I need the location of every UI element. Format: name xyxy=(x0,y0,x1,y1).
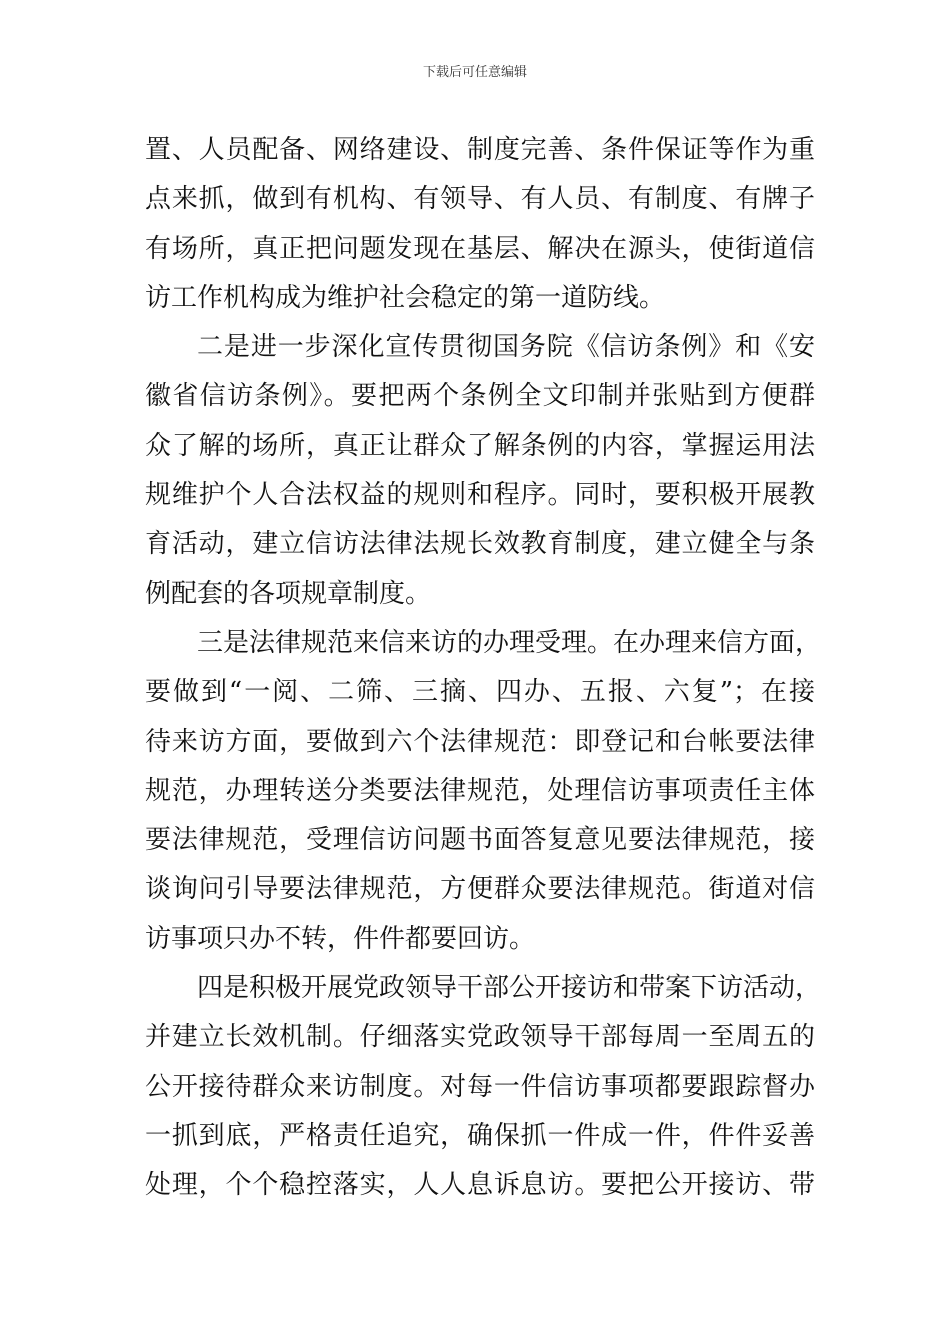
text-line: 置、人员配备、网络建设、制度完善、条件保证等作为重 xyxy=(145,135,815,165)
paragraph-4 xyxy=(145,964,822,1210)
text-line: 规范，办理转送分类要法律规范，处理信访事项责任主体 xyxy=(145,775,815,806)
text-line: 三是法律规范来信来访的办理受理。在办理来信方面， xyxy=(197,627,822,658)
paragraph-1 xyxy=(145,126,815,323)
paragraph-2 xyxy=(145,323,815,619)
text-line: 待来访方面，要做到六个法律规范：即登记和台帐要法律 xyxy=(145,726,815,757)
text-line: 二是进一步深化宣传贯彻国务院《信访条例》和《安 xyxy=(197,332,815,363)
text-line: 有场所，真正把问题发现在基层、解决在源头，使街道信 xyxy=(145,233,815,264)
text-line: 并建立长效机制。仔细落实党政领导干部每周一至周五的 xyxy=(145,1022,815,1053)
text-line: 公开接待群众来访制度。对每一件信访事项都要跟踪督办 xyxy=(145,1071,815,1102)
text-line: 例配套的各项规章制度。 xyxy=(145,578,432,609)
text-line: 育活动，建立信访法律法规长效教育制度，建立健全与条 xyxy=(145,529,815,560)
text-line: 众了解的场所，真正让群众了解条例的内容，掌握运用法 xyxy=(145,430,815,461)
text-line: 访事项只办不转，件件都要回访。 xyxy=(145,923,536,954)
text-line: 访工作机构成为维护社会稳定的第一道防线。 xyxy=(145,282,666,313)
page-header: 下载后可任意编辑 xyxy=(422,65,527,80)
text-line: 点来抓，做到有机构、有领导、有人员、有制度、有牌子 xyxy=(145,184,815,215)
text-line: 四是积极开展党政领导干部公开接访和带案下访活动， xyxy=(197,973,822,1004)
document-body xyxy=(145,126,822,1211)
text-line: 要做到“一阅、二筛、三摘、四办、五报、六复”；在接 xyxy=(145,677,815,708)
text-line: 要法律规范，受理信访问题书面答复意见要法律规范，接 xyxy=(145,825,815,856)
text-line: 徽省信访条例》。要把两个条例全文印制并张贴到方便群 xyxy=(145,381,815,412)
text-line: 谈询问引导要法律规范，方便群众要法律规范。街道对信 xyxy=(145,874,815,905)
text-line: 一抓到底，严格责任追究，确保抓一件成一件，件件妥善 xyxy=(145,1120,815,1151)
text-line: 处理，个个稳控落实，人人息诉息访。要把公开接访、带 xyxy=(145,1170,815,1201)
paragraph-3 xyxy=(145,619,822,964)
text-line: 规维护个人合法权益的规则和程序。同时，要积极开展教 xyxy=(145,480,815,511)
